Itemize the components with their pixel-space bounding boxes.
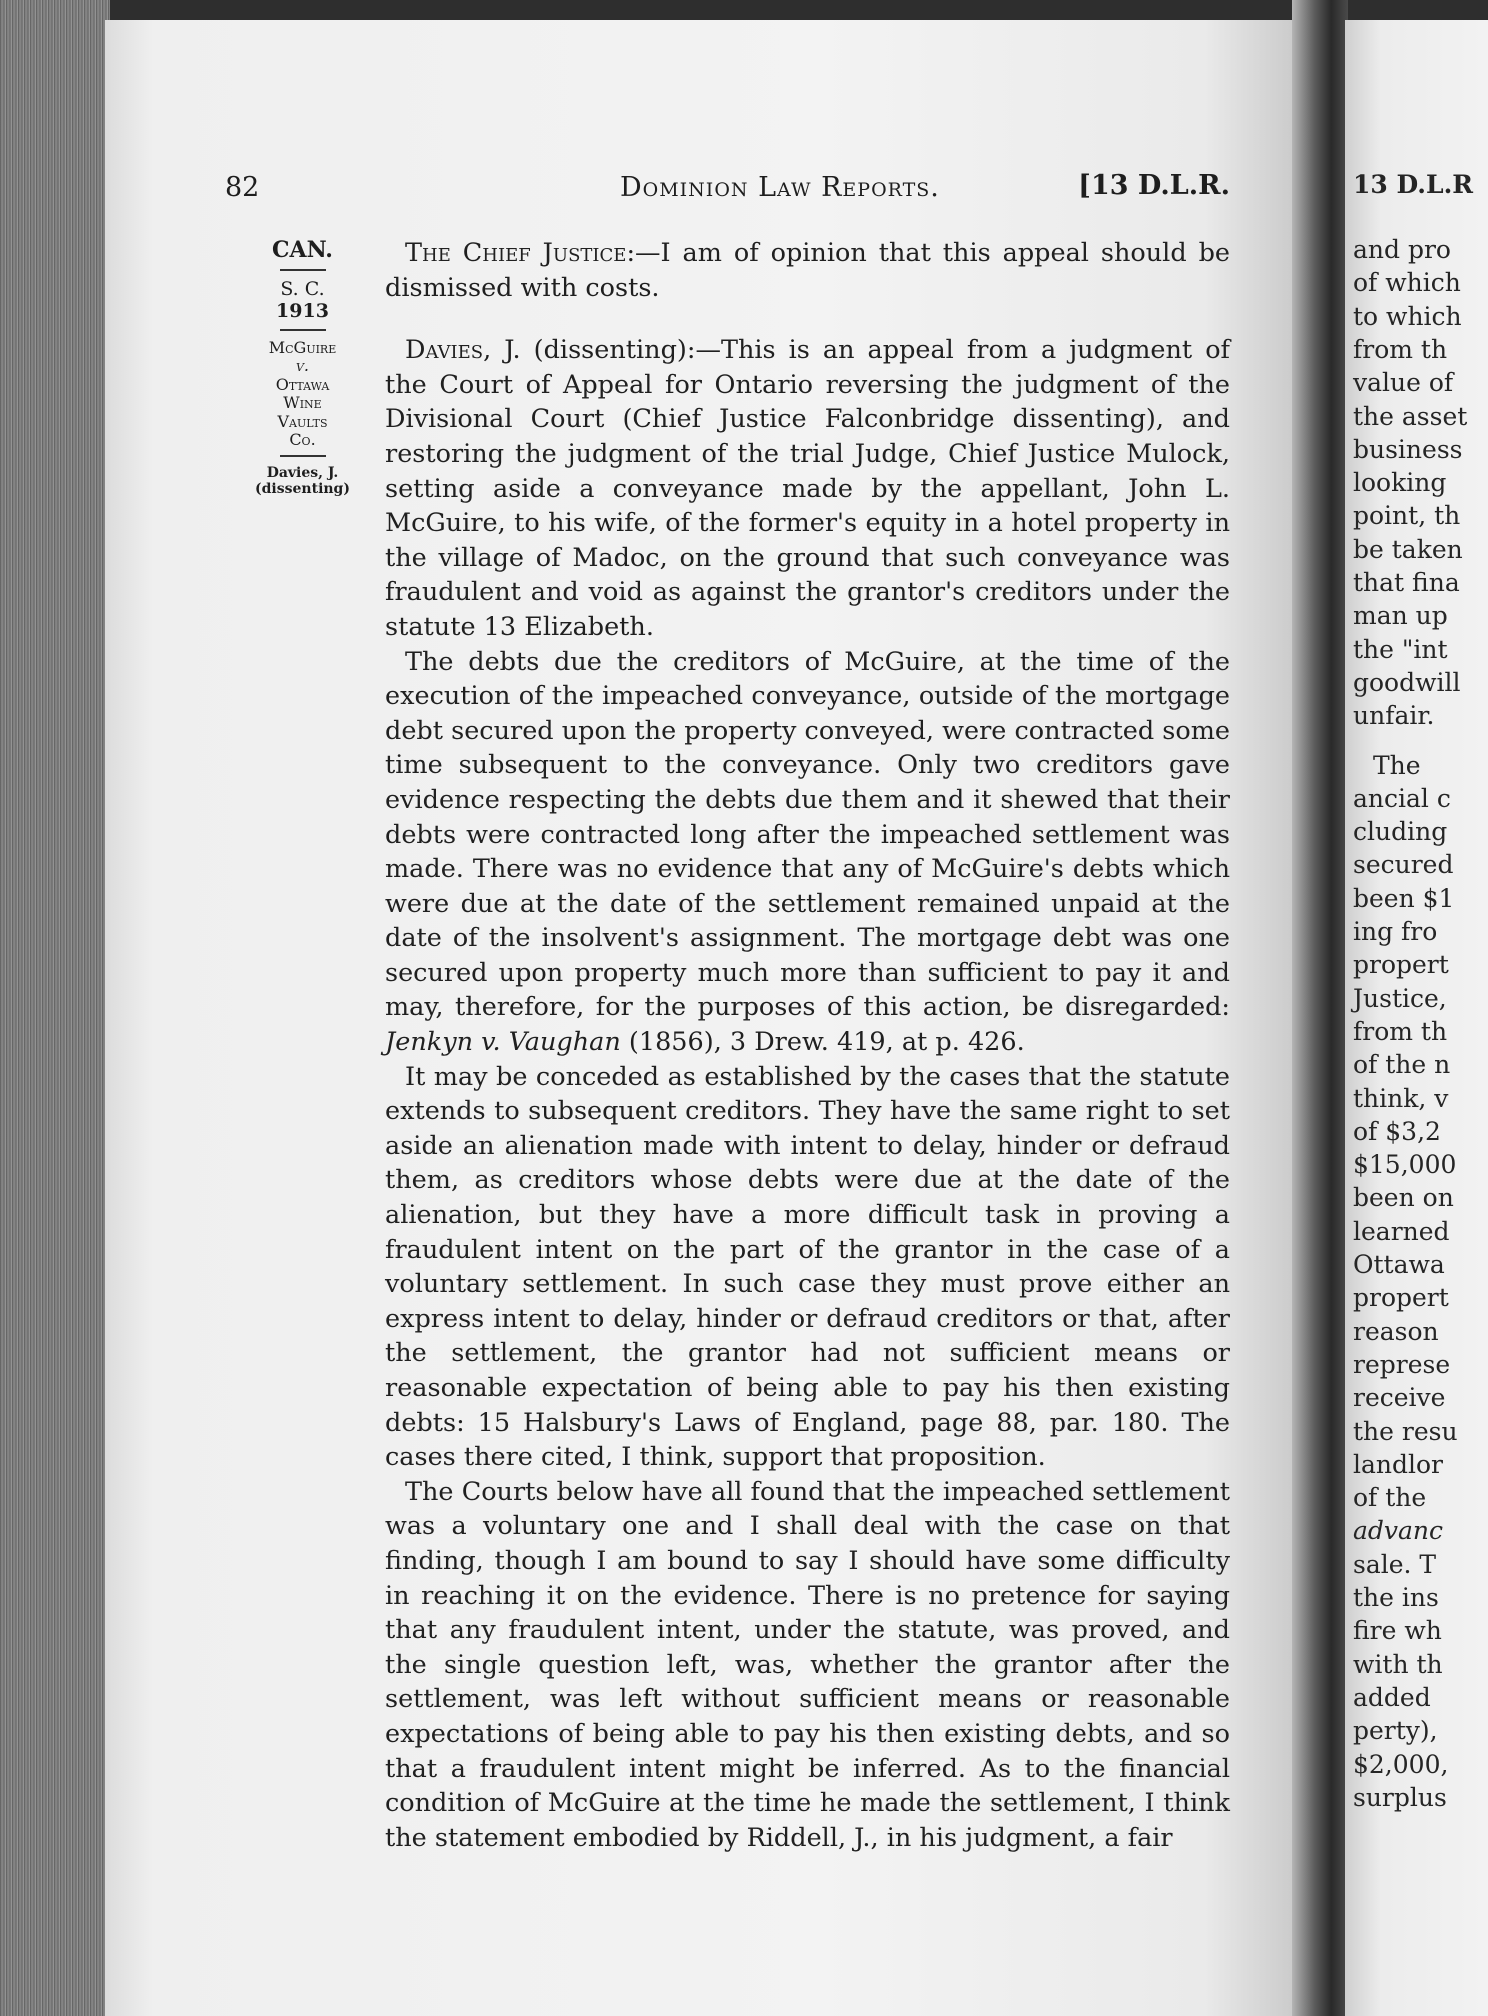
facing-page-line: represe — [1353, 1349, 1451, 1379]
facing-page-line: be taken — [1353, 534, 1463, 564]
facing-page-line: the asset — [1353, 401, 1468, 431]
facing-page-line: goodwill — [1353, 667, 1461, 697]
davies-paragraph-2: The debts due the creditors of McGuire, at the time of the execution of the impeached conveyance, outside of the mortgage debt secured upon the property conveyed, were contracted some time subsequent to the conveyance. Only two creditors gave evidence respecting the debts due them and it shewed that their debts were contracted long after the impeached settlement was made. There was no evidence that any of McGuire's debts which were due at the date of the settlement remained unpaid at the date of the insolvent's assignment. The mortgage debt was one secured upon property much more than sufficient to pay it and may, therefore, for the purposes of this action, be disregarded: Jenkyn v. Vaughan (1856), 3 Drew. 419, at p. 426. — [385, 646, 1230, 1058]
facing-page-line: unfair. — [1353, 701, 1435, 731]
facing-page-line: ing fro — [1353, 917, 1438, 946]
scan-top-edge — [105, 0, 1488, 22]
facing-page-line: The — [1373, 750, 1421, 780]
facing-page-line: $2,000, — [1353, 1749, 1449, 1779]
facing-page-line: Ottawa — [1353, 1250, 1445, 1279]
running-title: Dominion Law Reports. — [620, 172, 940, 203]
facing-page-line: Justice, — [1353, 983, 1447, 1013]
facing-page-line: with th — [1353, 1649, 1443, 1679]
margin-notes — [240, 238, 365, 498]
margin-court: S. C. — [280, 278, 325, 301]
facing-page-line: the "int — [1353, 634, 1448, 664]
facing-page-line: of the — [1353, 1483, 1427, 1513]
margin-judge-note: (dissenting) — [255, 481, 350, 498]
facing-page-line: of $3,2 — [1353, 1116, 1441, 1146]
davies-paragraph-4: The Courts below have all found that the impeached settlement was a voluntary one and I shall deal with the case on that finding, though I am bound to say I should have some difficulty in reaching it on the evidence. There is no pretence for saying that any fraudulent intent, under the statute, was proved, and the single question left, was, whether the grantor after the settlement, was left without sufficient means or reasonable expectations of being able to pay his then existing debts, and so that a fraudulent intent might be inferred. As to the financial condition of McGuire at the time he made the settlement, I think the statement embodied by Riddell, J., in his judgment, a fair — [385, 1476, 1230, 1853]
facing-page-line: think, v — [1353, 1083, 1449, 1113]
facing-page-line: value of — [1353, 368, 1454, 398]
margin-case-line: v. — [295, 356, 310, 376]
facing-page-line: been $1 — [1353, 883, 1455, 913]
facing-page-line: propert — [1353, 950, 1449, 980]
margin-case-line: Wine — [283, 393, 322, 413]
davies-paragraph-1: Davies, J. (dissenting):—This is an appeal from a judgment of the Court of Appeal for Ontario reversing the judgment of the Divisional Court (Chief Justice Falconbridge dissenting), and restoring the judgment of the trial Judge, Chief Justice Mulock, setting aside a conveyance made by the appellant, John L. McGuire, to his wife, of the former's equity in a hotel property in the village of Madoc, on the ground that such conveyance was fraudulent and void as against the grantor's creditors under the statute 13 Elizabeth. — [385, 335, 1230, 642]
facing-page-line: to which — [1353, 301, 1462, 331]
judgment-body — [385, 236, 1230, 1855]
facing-page-line: propert — [1353, 1283, 1449, 1313]
facing-page-line: reason — [1353, 1316, 1439, 1346]
facing-page-line: the resu — [1353, 1416, 1458, 1446]
facing-page-line: landlor — [1353, 1449, 1444, 1479]
facing-page-line: surplus — [1353, 1782, 1447, 1812]
facing-page — [1345, 20, 1488, 2016]
volume-reference: [13 D.L.R. — [1078, 170, 1230, 201]
page-header — [225, 170, 1230, 214]
margin-case-line: Vaults — [277, 411, 328, 431]
facing-page-line: receive — [1353, 1383, 1446, 1413]
facing-page-line: business — [1353, 434, 1463, 464]
facing-page-line: perty), — [1353, 1716, 1438, 1746]
facing-page-line: from th — [1353, 334, 1448, 364]
facing-page-header: 13 D.L.R — [1353, 170, 1474, 199]
facing-page-line: that fina — [1353, 568, 1460, 597]
margin-rule — [280, 269, 326, 271]
facing-page-line: sale. T — [1353, 1549, 1437, 1579]
facing-page-line: man up — [1353, 601, 1448, 631]
facing-page-line: from th — [1353, 1016, 1448, 1046]
facing-page-line: learned — [1353, 1216, 1450, 1246]
facing-page-line: point, th — [1353, 501, 1461, 531]
margin-rule — [280, 455, 326, 457]
facing-page-line: cluding — [1353, 817, 1448, 847]
facing-page-line: advanc — [1353, 1516, 1444, 1546]
facing-page-line: $15,000 — [1353, 1150, 1457, 1180]
facing-page-line: added — [1353, 1682, 1431, 1712]
book-gutter — [1292, 0, 1348, 2016]
facing-page-line: of which — [1353, 268, 1461, 298]
facing-page-line: the ins — [1353, 1583, 1439, 1612]
margin-judge: Davies, J. — [266, 465, 339, 482]
margin-case-line: Co. — [289, 429, 316, 449]
chief-justice-paragraph: The Chief Justice:—I am of opinion that this appeal should be dismissed with costs. — [385, 238, 1230, 303]
davies-paragraph-3: It may be conceded as established by the cases that the statute extends to subsequent creditors. They have the same right to set aside an alienation made with intent to delay, hinder or defraud them, as creditors whose debts were due at the date of the alienation, but they have a more difficult task in proving a fraudulent intent on the part of the grantor in the case of a voluntary settlement. In such case they must prove either an express intent to delay, hinder or defraud creditors or that, after the settlement, the grantor had not sufficient means or reasonable expectation of being able to pay his then existing debts: 15 Halsbury's Laws of England, page 88, par. 180. The cases there cited, I think, support that proposition. — [385, 1061, 1230, 1473]
facing-page-line: and pro — [1353, 235, 1451, 264]
page-number: 82 — [225, 172, 260, 203]
facing-page-line: secured — [1353, 850, 1454, 880]
margin-case-line: McGuire — [268, 337, 337, 357]
margin-jurisdiction: CAN. — [272, 237, 333, 263]
facing-page-line: ancial c — [1353, 783, 1451, 813]
facing-page-line: of the n — [1353, 1050, 1451, 1080]
facing-page-line: fire wh — [1353, 1616, 1442, 1646]
margin-rule — [280, 329, 326, 331]
book-page-stack — [0, 0, 110, 2016]
margin-case-line: Ottawa — [275, 374, 330, 394]
facing-page-line: looking — [1353, 468, 1447, 498]
facing-page-line: been on — [1353, 1183, 1454, 1213]
margin-year: 1913 — [276, 300, 329, 323]
